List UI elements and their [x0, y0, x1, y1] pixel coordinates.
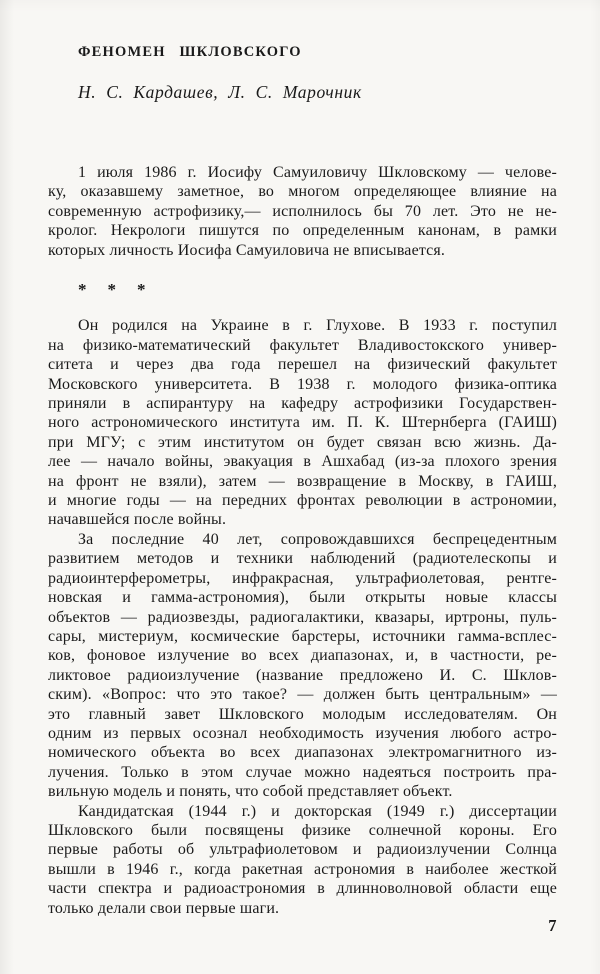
text-line: только делали свои первые шаги. [48, 899, 280, 917]
text-line: ским). «Вопрос: что это такое? — должен быть центральным» — [48, 686, 557, 704]
text-line: радиоинтерферометры, инфракрасная, ультрафиолетовая, рентге- [48, 569, 557, 587]
text-line: ку, оказавшему заметное, во многом определяющее влияние на [48, 183, 557, 201]
text-line: новская и гамма-астрономия), были открыты новые классы [48, 589, 557, 607]
authors-line: Н. С. Кардашев, Л. С. Марочник [78, 82, 362, 102]
paragraph [48, 530, 557, 802]
text-line: одним из первых осознал необходимость изучения любого астро- [48, 724, 557, 742]
text-line: которых личность Иосифа Самуиловича не вписывается. [48, 241, 446, 259]
text-line: 1 июля 1986 г. Иосифу Самуиловичу Шкловскому — челове- [78, 164, 557, 181]
text-line: современную астрофизику,— исполнилось бы 70 лет. Это не не- [48, 202, 557, 220]
text-line: и многие годы — на передних фронтах революции в астрономии, [48, 492, 557, 510]
paragraph [48, 316, 557, 529]
paragraph [48, 802, 557, 918]
text-line: первые работы об ультрафиолетовом и радиоизлучении Солнца [48, 841, 557, 859]
asterisk-icon: * [107, 280, 116, 300]
text-line: номического объекта во всех диапазонах электромагнитного из- [48, 744, 557, 762]
text-line: части спектра и радиоастрономия в длинноволновой области еще [48, 880, 557, 898]
text-line: сары, мистериум, космические барстеры, источники гамма-всплес- [48, 627, 557, 645]
asterisk-icon: * [137, 280, 146, 300]
text-line: лучения. Только в этом случае можно надеяться построить пра- [48, 763, 557, 781]
page-number: 7 [548, 916, 557, 935]
page-title: ФЕНОМЕН ШКЛОВСКОГО [78, 44, 302, 60]
text-line: Кандидатская (1944 г.) и докторская (1949 г.) диссертации [78, 802, 557, 820]
paragraph [48, 163, 557, 260]
text-line: при МГУ; с этим институтом он будет связан всю жизнь. Да- [48, 433, 557, 451]
text-line: Московского университета. В 1938 г. молодого физика-оптика [48, 375, 557, 393]
text-line: лее — начало войны, эвакуация в Ашхабад (из-за плохого зрения [48, 453, 557, 471]
asterisk-icon: * [78, 280, 87, 300]
text-line: ного астрономического института им. П. К. Штернберга (ГАИШ) [48, 414, 557, 432]
text-line: вышли в 1946 г., когда ракетная астрономия в наиболее жесткой [48, 860, 557, 878]
text-line: кролог. Некрологи пишутся по определенным канонам, в рамки [48, 222, 557, 240]
text-line: вильную модель и понять, что собой представляет объект. [48, 783, 453, 801]
text-line: Он родился на Украине в г. Глухове. В 1933 г. поступил [78, 317, 557, 335]
text-line: ликтовое радиоизлучение (название предложено И. С. Шклов- [48, 666, 557, 684]
text-line: ситета и через два года перешел на физический факультет [48, 356, 557, 374]
text-line: начавшейся после войны. [48, 511, 227, 529]
text-line: За последние 40 лет, сопровождавшихся беспрецедентным [78, 530, 557, 548]
text-line: это главный завет Шкловского молодым исследователям. Он [48, 705, 557, 723]
text-block [48, 44, 557, 918]
text-line: объектов — радиозвезды, радиогалактики, квазары, иртроны, пуль- [48, 608, 557, 626]
text-line: приняли в аспирантуру на кафедру астрофизики Государствен- [48, 395, 557, 413]
text-line: ков, фоновое излучение во всех диапазонах, и, в частности, ре- [48, 647, 557, 665]
text-line: Шкловского были посвящены физике солнечной короны. Его [48, 821, 557, 839]
text-line: на фронт не взяли), затем — возвращение в Москву, в ГАИШ, [48, 472, 557, 490]
page-body [48, 163, 557, 918]
text-line: развитием методов и техники наблюдений (радиотелескопы и [48, 550, 557, 568]
section-separator [78, 280, 557, 299]
text-line: на физико-математический факультет Владивостокского универ- [48, 336, 557, 354]
